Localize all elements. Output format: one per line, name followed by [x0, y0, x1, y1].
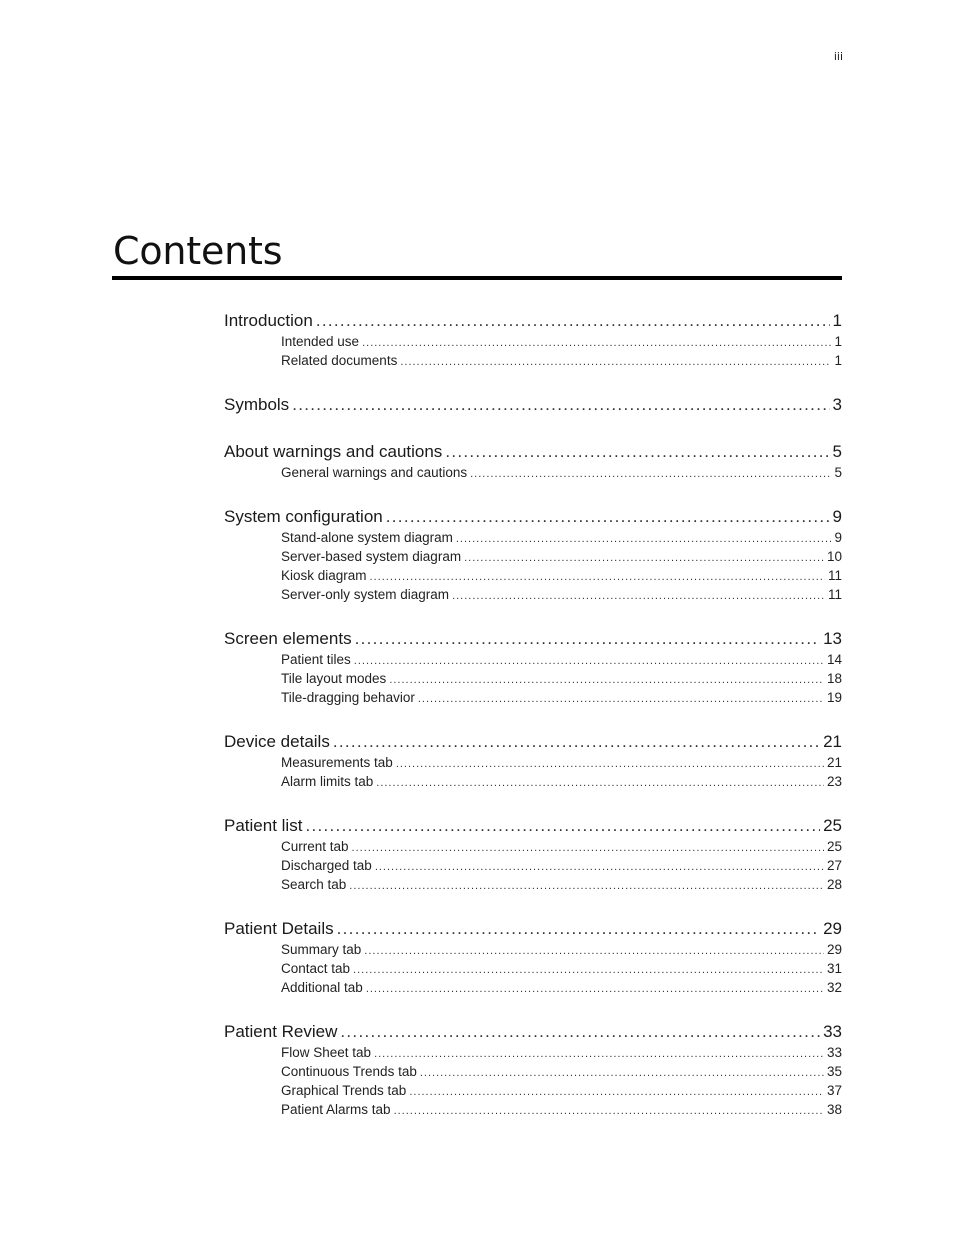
section-title: Tile layout modes — [281, 671, 387, 686]
toc-entry-contact-tab[interactable] — [224, 959, 842, 978]
section-page: 33 — [826, 1045, 842, 1060]
chapter-page: 25 — [823, 816, 842, 835]
section-page: 23 — [826, 774, 842, 789]
section-title: Patient tiles — [281, 652, 351, 667]
toc-entry-patient-review[interactable] — [224, 1021, 842, 1043]
dot-leader — [353, 961, 824, 978]
section-title: Search tab — [281, 877, 347, 892]
dot-leader — [394, 1102, 824, 1119]
section-page: 27 — [826, 858, 842, 873]
dot-leader — [355, 628, 821, 650]
section-title: General warnings and cautions — [281, 465, 468, 480]
toc-entry-tile-dragging[interactable] — [224, 688, 842, 707]
section-title: Additional tab — [281, 980, 363, 995]
section-page: 38 — [826, 1102, 842, 1117]
title-rule — [112, 276, 842, 280]
toc-chapter-warnings — [224, 441, 842, 482]
toc-chapter-screen-elements — [224, 628, 842, 707]
toc-entry-introduction[interactable] — [224, 310, 842, 332]
chapter-page: 9 — [832, 507, 842, 526]
chapter-page: 33 — [823, 1022, 842, 1041]
section-page: 37 — [826, 1083, 842, 1098]
section-page: 25 — [826, 839, 842, 854]
dot-leader — [456, 530, 832, 547]
chapter-title: About warnings and cautions — [224, 442, 443, 461]
toc-entry-related-documents[interactable] — [224, 351, 842, 370]
toc-entry-about-warnings-and-cautions[interactable] — [224, 441, 842, 463]
dot-leader — [464, 549, 824, 566]
section-title: Server-based system diagram — [281, 549, 462, 564]
chapter-title: Introduction — [224, 311, 313, 330]
section-page: 1 — [834, 353, 842, 368]
section-title: Discharged tab — [281, 858, 372, 873]
chapter-page: 29 — [823, 919, 842, 938]
dot-leader — [316, 310, 830, 332]
section-page: 11 — [827, 587, 842, 602]
toc-entry-current-tab[interactable] — [224, 837, 842, 856]
dot-leader — [333, 731, 820, 753]
section-title: Tile-dragging behavior — [281, 690, 415, 705]
section-title: Related documents — [281, 353, 398, 368]
toc-entry-system-configuration[interactable] — [224, 506, 842, 528]
chapter-page: 21 — [823, 732, 842, 751]
section-page: 1 — [834, 334, 842, 349]
toc-entry-intended-use[interactable] — [224, 332, 842, 351]
toc-entry-summary-tab[interactable] — [224, 940, 842, 959]
section-page: 10 — [826, 549, 842, 564]
dot-leader — [366, 980, 824, 997]
toc-entry-tile-layout-modes[interactable] — [224, 669, 842, 688]
section-page: 29 — [826, 942, 842, 957]
dot-leader — [292, 394, 829, 416]
toc-entry-stand-alone-diagram[interactable] — [224, 528, 842, 547]
section-title: Contact tab — [281, 961, 351, 976]
toc-entry-patient-details[interactable] — [224, 918, 842, 940]
dot-leader — [420, 1064, 824, 1081]
toc-entry-measurements-tab[interactable] — [224, 753, 842, 772]
toc-entry-additional-tab[interactable] — [224, 978, 842, 997]
section-title: Alarm limits tab — [281, 774, 374, 789]
dot-leader — [362, 334, 831, 351]
chapter-page: 3 — [832, 395, 842, 414]
section-title: Intended use — [281, 334, 360, 349]
dot-leader — [409, 1083, 824, 1100]
dot-leader — [352, 839, 824, 856]
toc-chapter-system-configuration — [224, 506, 842, 604]
dot-leader — [340, 1021, 820, 1043]
toc-entry-discharged-tab[interactable] — [224, 856, 842, 875]
section-page: 19 — [826, 690, 842, 705]
section-title: Kiosk diagram — [281, 568, 367, 583]
section-page: 5 — [834, 465, 842, 480]
toc-chapter-introduction — [224, 310, 842, 370]
section-title: Patient Alarms tab — [281, 1102, 391, 1117]
toc-entry-patient-tiles[interactable] — [224, 650, 842, 669]
toc-chapter-device-details — [224, 731, 842, 791]
toc-entry-device-details[interactable] — [224, 731, 842, 753]
dot-leader — [396, 755, 824, 772]
section-title: Current tab — [281, 839, 349, 854]
dot-leader — [470, 465, 831, 482]
toc-chapter-patient-details — [224, 918, 842, 997]
dot-leader — [370, 568, 825, 585]
toc-entry-symbols[interactable] — [224, 394, 842, 416]
chapter-page: 5 — [832, 442, 842, 461]
toc-chapter-patient-review — [224, 1021, 842, 1119]
chapter-title: Patient list — [224, 816, 303, 835]
section-page: 31 — [826, 961, 842, 976]
dot-leader — [400, 353, 831, 370]
chapter-page: 13 — [823, 629, 842, 648]
section-page: 9 — [834, 530, 842, 545]
toc-entry-patient-alarms-tab[interactable] — [224, 1100, 842, 1119]
chapter-title: System configuration — [224, 507, 383, 526]
dot-leader — [375, 858, 824, 875]
toc-entry-continuous-trends-tab[interactable] — [224, 1062, 842, 1081]
toc-entry-alarm-limits-tab[interactable] — [224, 772, 842, 791]
chapter-title: Symbols — [224, 395, 290, 414]
dot-leader — [418, 690, 824, 707]
section-title: Measurements tab — [281, 755, 393, 770]
page-number: iii — [833, 50, 843, 63]
toc-entry-general-warnings[interactable] — [224, 463, 842, 482]
section-page: 28 — [826, 877, 842, 892]
toc-entry-patient-list[interactable] — [224, 815, 842, 837]
dot-leader — [374, 1045, 824, 1062]
chapter-title: Patient Details — [224, 919, 334, 938]
toc-entry-flow-sheet-tab[interactable] — [224, 1043, 842, 1062]
chapter-title: Screen elements — [224, 629, 352, 648]
toc-entry-search-tab[interactable] — [224, 875, 842, 894]
section-title: Summary tab — [281, 942, 362, 957]
section-page: 14 — [826, 652, 842, 667]
dot-leader — [452, 587, 825, 604]
section-page: 21 — [826, 755, 842, 770]
dot-leader — [349, 877, 824, 894]
toc-entry-kiosk-diagram[interactable] — [224, 566, 842, 585]
chapter-title: Patient Review — [224, 1022, 338, 1041]
dot-leader — [386, 506, 830, 528]
dot-leader — [364, 942, 824, 959]
toc-entry-server-only-diagram[interactable] — [224, 585, 842, 604]
section-title: Stand-alone system diagram — [281, 530, 453, 545]
toc-chapter-patient-list — [224, 815, 842, 894]
section-title: Flow Sheet tab — [281, 1045, 372, 1060]
chapter-page: 1 — [832, 311, 842, 330]
dot-leader — [337, 918, 820, 940]
dot-leader — [354, 652, 824, 669]
section-title: Graphical Trends tab — [281, 1083, 407, 1098]
toc-chapter-symbols — [224, 394, 842, 416]
section-title: Continuous Trends tab — [281, 1064, 417, 1079]
section-page: 11 — [827, 568, 842, 583]
dot-leader — [376, 774, 824, 791]
toc-entry-graphical-trends-tab[interactable] — [224, 1081, 842, 1100]
dot-leader — [305, 815, 820, 837]
toc-entry-server-based-diagram[interactable] — [224, 547, 842, 566]
page-title: Contents — [113, 229, 283, 273]
section-page: 18 — [826, 671, 842, 686]
dot-leader — [445, 441, 829, 463]
section-page: 32 — [826, 980, 842, 995]
chapter-title: Device details — [224, 732, 330, 751]
dot-leader — [389, 671, 824, 688]
section-title: Server-only system diagram — [281, 587, 450, 602]
toc-entry-screen-elements[interactable] — [224, 628, 842, 650]
section-page: 35 — [826, 1064, 842, 1079]
